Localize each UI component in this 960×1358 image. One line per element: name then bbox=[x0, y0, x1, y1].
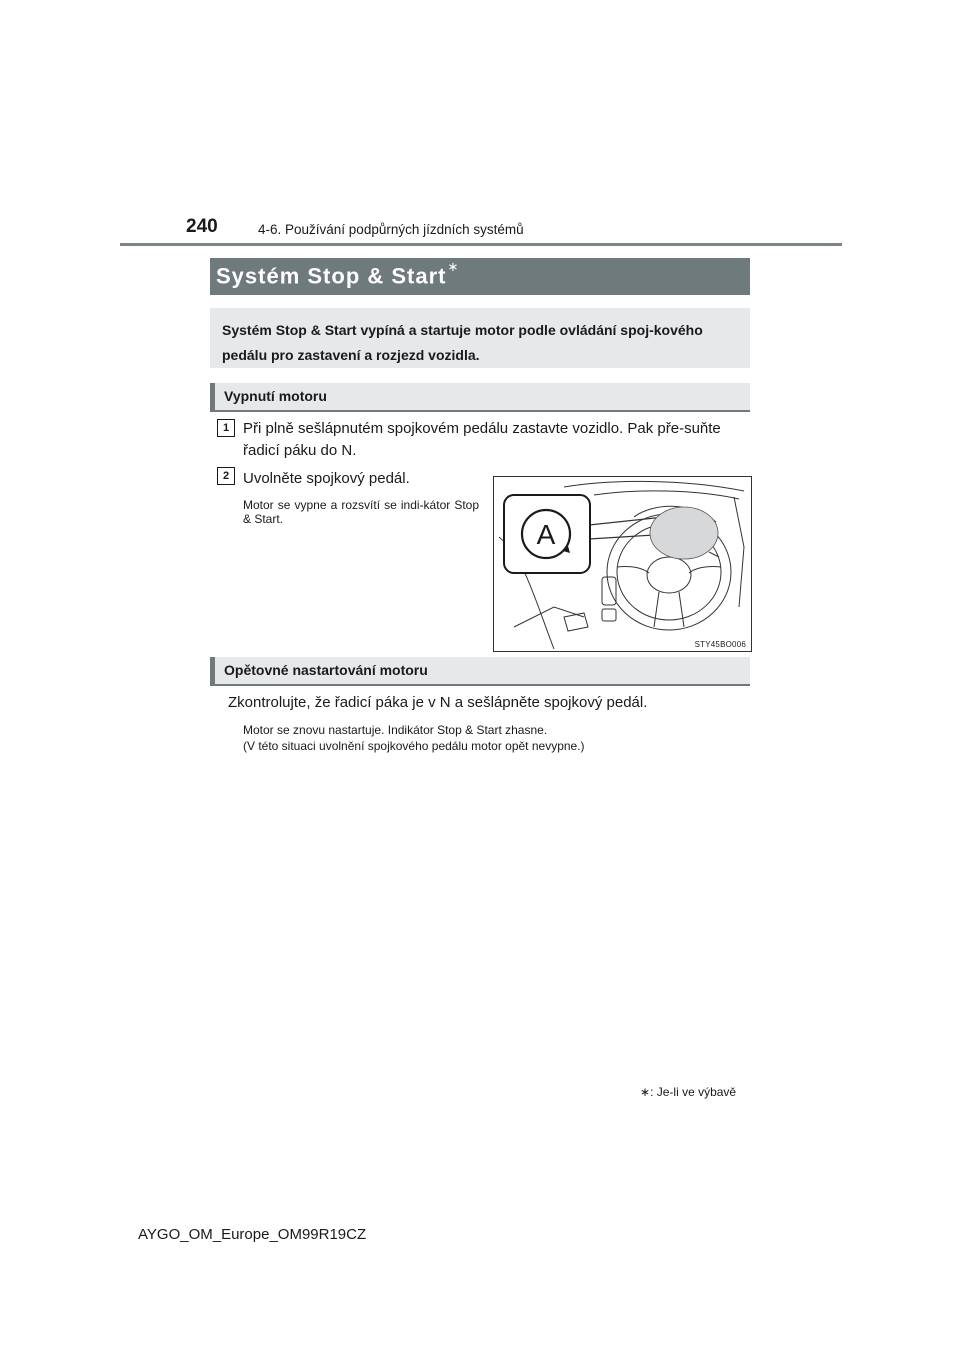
footnote-text: : Je-li ve výbavě bbox=[650, 1085, 737, 1099]
restart-text: Zkontrolujte, že řadicí páka je v N a sešlápněte spojkový pedál. bbox=[228, 694, 648, 711]
step-1-text: Při plně sešlápnutém spojkovém pedálu zastavte vozidlo. Pak pře-suňte řadicí páku do N. bbox=[243, 420, 721, 459]
optional-equipment-marker: ∗ bbox=[447, 259, 460, 274]
footnote bbox=[640, 1085, 736, 1099]
page-title bbox=[216, 259, 460, 289]
subheading-engine-stop bbox=[210, 383, 750, 410]
intro-box bbox=[210, 308, 750, 368]
document-code: AYGO_OM_Europe_OM99R19CZ bbox=[138, 1226, 367, 1243]
subheading-engine-restart-label: Opětovné nastartování motoru bbox=[224, 662, 428, 678]
step-2-note: Motor se vypne a rozsvítí se indi-kátor Stop & Start. bbox=[243, 498, 479, 526]
footnote-marker: ∗ bbox=[640, 1085, 651, 1099]
subheading-engine-restart bbox=[210, 657, 750, 684]
stop-start-indicator-letter: A bbox=[536, 519, 556, 550]
illustration-code: STY45BO006 bbox=[694, 640, 746, 649]
dashboard-illustration bbox=[493, 476, 752, 652]
step-2-text: Uvolněte spojkový pedál. bbox=[243, 470, 410, 487]
section-running-head: 4-6. Používání podpůrných jízdních systémů bbox=[258, 222, 524, 237]
restart-note-line-1: Motor se znovu nastartuje. Indikátor Stop & Start zhasne. bbox=[243, 723, 548, 737]
subheading-engine-stop-label: Vypnutí motoru bbox=[224, 388, 327, 404]
restart-note-line-2: (V této situaci uvolnění spojkového pedálu motor opět nevypne.) bbox=[243, 739, 585, 753]
section-title-bar bbox=[210, 258, 750, 295]
step-badge-1: 1 bbox=[217, 419, 235, 437]
steering-wheel-drawing bbox=[494, 477, 751, 651]
step-badge-2: 2 bbox=[217, 467, 235, 485]
page-number: 240 bbox=[186, 216, 218, 237]
intro-text: Systém Stop & Start vypíná a startuje motor podle ovládání spoj-kového pedálu pro zastavení a rozjezd vozidla. bbox=[222, 322, 703, 363]
page-title-text: Systém Stop & Start bbox=[216, 263, 447, 289]
header-divider bbox=[120, 243, 842, 246]
